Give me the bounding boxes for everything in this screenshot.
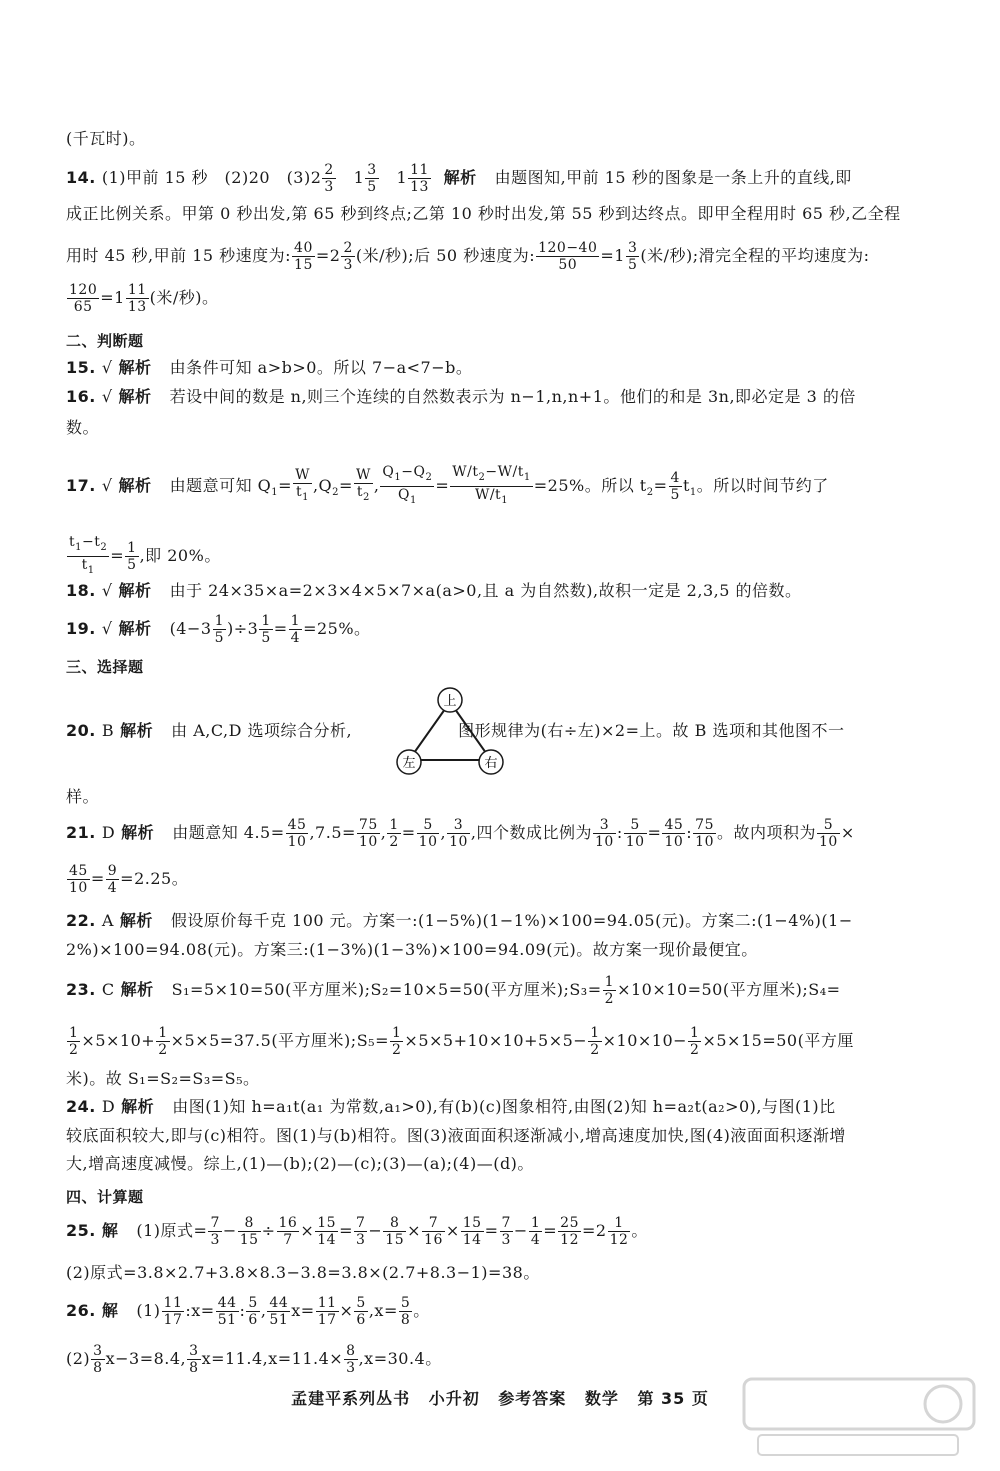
q15-line: 15. √ 解析 由条件可知 a>b>0。所以 7−a<7−b。 <box>66 358 473 377</box>
footer-page-number: 第 35 页 <box>637 1389 709 1408</box>
q16-line-1: 16. √ 解析 若设中间的数是 n,则三个连续的自然数表示为 n−1,n,n+1。他们的和是 3n,即必定是 3 的倍 <box>66 387 856 406</box>
q23-line-2: $\frac{1}{2}$ ×5×10+ $\frac{1}{2}$ ×5×5=37.5(平方厘米);S₅= $\frac{1}{2}$ ×5×5+10×10+5×5− $\frac{1}{2}$ ×10×10− $\frac{1}{2}$ ×5×15=50(平方厘 <box>69 1025 854 1058</box>
q26-line-2: (2) $\frac{3}{8}$ x−3=8.4, $\frac{3}{8}$ x=11.4,x=11.4× $\frac{8}{3}$ ,x=30.4。 <box>66 1343 442 1376</box>
q16-line-2: 数。 <box>66 418 100 437</box>
diagram-top-label: 上 <box>443 694 457 709</box>
watermark-logo-icon <box>738 1373 988 1463</box>
q14-analysis-label: 解析 <box>443 168 477 187</box>
q14-line-3: 用时 45 秒,甲前 15 秒速度为: $\frac{40}{15}$ =2 $\frac{2}{3}$ (米/秒);后 50 秒速度为: $\frac{120-40}{50}$ =1 $\frac{3}{5}$ (米/秒);滑完全程的平均速度为: <box>66 240 870 273</box>
q21-line-2: $\frac{45}{10}$ = $\frac{9}{4}$ =2.25。 <box>69 863 189 896</box>
footer-answer: 参考答案 <box>498 1389 567 1408</box>
q23-line-3: 米)。故 S₁=S₂=S₃=S₅。 <box>66 1069 260 1088</box>
q20-line-2: 样。 <box>66 787 100 806</box>
q26-line-1: 26. 解 (1) $\frac{11}{17}$ :x= $\frac{44}{51}$ : $\frac{5}{6}$ , $\frac{44}{51}$ x= $\frac{11}{17}$ × $\frac{5}{6}$ ,x= $\frac{5}{8}$ 。 <box>66 1295 430 1328</box>
section-choice-heading: 三、选择题 <box>66 658 144 676</box>
triangle-diagram <box>395 684 505 779</box>
diagram-right-label: 右 <box>484 756 498 771</box>
footer-series: 孟建平系列丛书 <box>291 1389 411 1408</box>
footer-grade: 小升初 <box>428 1389 480 1408</box>
q24-line-2: 较底面积较大,即与(c)相符。图(1)与(b)相符。图(3)液面面积逐渐减小,增高速度加快,图(4)液面面积逐渐增 <box>66 1126 846 1145</box>
footer-subject: 数学 <box>584 1389 619 1408</box>
q14-number: 14. <box>66 168 96 187</box>
q22-line-2: 2%)×100=94.08(元)。方案三:(1−3%)(1−3%)×100=94.09(元)。故方案一现价最便宜。 <box>66 940 758 959</box>
q17-line-1: 17. √ 解析 由题意可知 $Q_1=$ $\frac{W}{t_1}$ $,Q_2=$ $\frac{W}{t_2}$ , $\frac{Q_1-Q_2}{Q_1}$ = $\frac{W/t_2-W/t_1}{W/t_1}$ =25%。所以 $t_2=$ $\frac{4}{5}$ $t_1$。所以时间节约了 <box>66 464 829 506</box>
q14-line-2: 成正比例关系。甲第 0 秒出发,第 65 秒到终点;乙第 10 秒时出发,第 55 秒到达终点。即甲全程用时 65 秒,乙全程 <box>66 204 901 223</box>
line-kilowatt-hour: (千瓦时)。 <box>66 129 146 148</box>
q18-line: 18. √ 解析 由于 24×35×a=2×3×4×5×7×a(a>0,且 a 为自然数),故积一定是 2,3,5 的倍数。 <box>66 581 802 600</box>
q20-line-1: 20. B 解析 由 A,C,D 选项综合分析, 图形规律为(右÷左)×2=上。故 B 选项和其他图不一 <box>66 721 845 740</box>
q17-line-2: $\frac{t_1-t_2}{t_1}$ = $\frac{1}{5}$ ,即 20%。 <box>69 534 221 576</box>
q14-line-4: $\frac{120}{65}$ =1 $\frac{11}{13}$ (米/秒)。 <box>69 282 219 315</box>
q14-line-1: 14. (1)甲前 15 秒 (2)20 (3)2 $\frac{2}{3}$ 1 $\frac{3}{5}$ 1 $\frac{11}{13}$ 解析 由题图知,甲前 15 秒的图象是一条上升的直线,即 <box>66 162 852 195</box>
section-judgment-heading: 二、判断题 <box>66 332 144 350</box>
q24-line-3: 大,增高速度减慢。综上,(1)—(b);(2)—(c);(3)—(a);(4)—(d)。 <box>66 1154 534 1173</box>
q22-line-1: 22. A 解析 假设原价每千克 100 元。方案一:(1−5%)(1−1%)×100=94.05(元)。方案二:(1−4%)(1− <box>66 911 853 930</box>
q25-line-1: 25. 解 (1)原式= $\frac{7}{3}$ − $\frac{8}{15}$ ÷ $\frac{16}{7}$ × $\frac{15}{14}$ = $\frac{7}{3}$ − $\frac{8}{15}$ × $\frac{7}{16}$ × $\frac{15}{14}$ = $\frac{7}{3}$ − $\frac{1}{4}$ = $\frac{25}{12}$ =2 $\frac{1}{12}$ 。 <box>66 1215 648 1248</box>
section-calc-heading: 四、计算题 <box>66 1188 144 1206</box>
diagram-left-label: 左 <box>402 756 416 771</box>
q21-line-1: 21. D 解析 由题意知 4.5= $\frac{45}{10}$ ,7.5= $\frac{75}{10}$ , $\frac{1}{2}$ = $\frac{5}{10}$ , $\frac{3}{10}$ ,四个数成比例为 $\frac{3}{10}$ : $\frac{5}{10}$ = $\frac{45}{10}$ : $\frac{75}{10}$ 。故内项积为 $\frac{5}{10}$ × <box>66 817 855 850</box>
q23-line-1: 23. C 解析 S₁=5×10=50(平方厘米);S₂=10×5=50(平方厘米);S₃= $\frac{1}{2}$ ×10×10=50(平方厘米);S₄= <box>66 974 841 1007</box>
q19-line: 19. √ 解析 (4−3 $\frac{1}{5}$ )÷3 $\frac{1}{5}$ = $\frac{1}{4}$ =25%。 <box>66 613 371 646</box>
q25-line-2: (2)原式=3.8×2.7+3.8×8.3−3.8=3.8×(2.7+8.3−1)=38。 <box>66 1263 540 1282</box>
q24-line-1: 24. D 解析 由图(1)知 h=a₁t(a₁ 为常数,a₁>0),有(b)(c)图象相符,由图(2)知 h=a₂t(a₂>0),与图(1)比 <box>66 1097 836 1116</box>
